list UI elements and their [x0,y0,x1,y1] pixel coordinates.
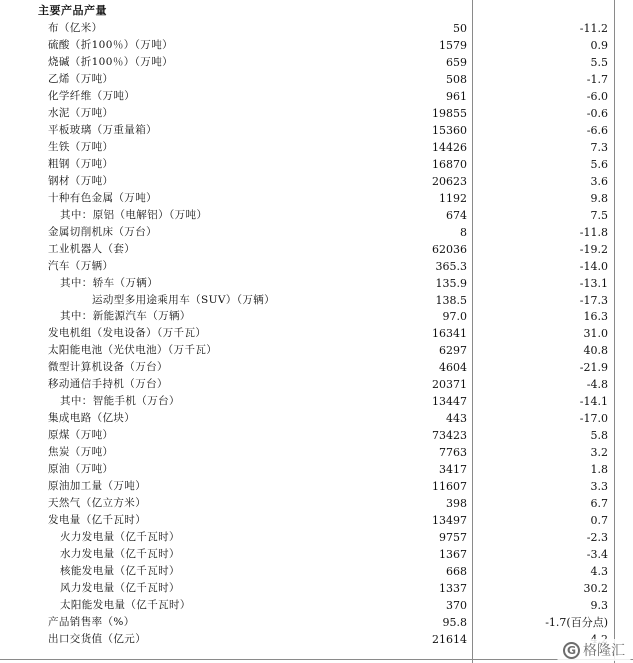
output-value: 50 [453,22,467,35]
growth-rate: 7.5 [590,208,608,222]
growth-rate: -11.2 [579,22,608,35]
output-value: 11607 [432,480,467,494]
product-name: 风力发电量（亿千瓦时） [60,582,180,594]
output-value: 398 [446,497,467,511]
watermark-text: 格隆汇 [583,643,625,659]
watermark [557,639,631,661]
product-name: 平板玻璃（万重量箱） [48,123,157,136]
growth-rate: -2.3 [586,531,608,545]
table-row [0,224,633,241]
output-value: 508 [446,72,467,86]
growth-rate: 0.9 [590,38,608,52]
growth-rate: -17.0 [579,412,608,426]
output-value: 13497 [432,514,467,528]
table-row [0,105,633,122]
growth-rate: -17.3 [579,293,608,307]
product-name: 焦炭（万吨） [48,446,114,459]
growth-rate: 1.8 [590,463,608,477]
growth-rate: 3.3 [590,480,608,494]
table-row [0,478,633,495]
product-name: 原煤（万吨） [48,429,114,442]
product-name: 原油加工量（万吨） [48,480,147,493]
table-bottom-border [0,659,633,660]
product-name: 出口交货值（亿元） [48,632,147,645]
product-name: 移动通信手持机（万台） [48,378,168,391]
watermark-logo-icon: G [563,642,580,659]
product-name: 微型计算机设备（万台） [48,361,168,374]
table-row [0,308,633,325]
growth-rate: 30.2 [583,582,608,595]
product-name: 其中：轿车（万辆） [60,276,159,289]
growth-rate: -14.1 [579,395,608,409]
product-name: 烧碱（折100％）（万吨） [48,55,173,68]
table-row [0,580,633,597]
growth-rate: -1.7 [586,72,608,86]
table-row [0,292,633,309]
table-row [0,631,633,648]
product-name: 发电机组（发电设备）（万千瓦） [48,327,207,340]
product-name: 产品销售率（%） [48,615,135,628]
table-row [0,207,633,224]
growth-rate: 7.3 [590,140,608,154]
product-name: 其中：智能手机（万台） [60,395,180,408]
table-row [0,20,633,37]
output-value: 73423 [432,429,467,443]
output-value: 14426 [432,140,467,154]
output-value: 9757 [439,531,467,545]
growth-rate: 5.5 [590,55,608,69]
growth-rate: -6.6 [586,123,608,137]
output-value: 20623 [432,174,467,188]
product-name: 火力发电量（亿千瓦时） [60,531,180,544]
table-row [0,325,633,342]
table-row [0,393,633,410]
product-name: 其中：原铝（电解铝）（万吨） [60,208,208,221]
table-row [0,156,633,173]
growth-rate: -0.6 [586,106,608,120]
growth-rate: 31.0 [583,327,608,341]
growth-rate: 0.7 [590,514,608,528]
table-row [0,122,633,139]
output-value: 19855 [432,106,467,120]
growth-rate: 3.6 [590,174,608,188]
table-row [0,597,633,614]
product-name: 水泥（万吨） [48,106,114,119]
output-value: 443 [446,412,467,426]
product-name: 钢材（万吨） [48,174,114,187]
growth-rate: -4.8 [586,378,608,392]
growth-rate: 3.2 [590,446,608,460]
product-name: 化学纤维（万吨） [48,89,136,102]
table-row [0,359,633,376]
product-name: 运动型多用途乘用车（SUV）（万辆） [92,293,276,306]
table-row [0,37,633,54]
output-value: 138.5 [435,293,467,307]
product-name: 布（亿米） [48,22,103,34]
table-row [0,241,633,258]
output-value: 1337 [439,582,467,595]
growth-rate: 6.7 [590,497,608,511]
output-value: 3417 [439,463,467,477]
growth-rate: 5.6 [590,157,608,171]
product-name: 集成电路（亿块） [48,412,136,425]
product-name: 汽车（万辆） [48,259,114,272]
product-name: 水力发电量（亿千瓦时） [60,548,180,561]
output-value: 21614 [432,632,467,646]
table-row [0,139,633,156]
output-value: 16341 [432,327,467,341]
product-name: 其中：新能源汽车（万辆） [60,310,191,323]
output-value: 668 [446,565,467,579]
product-name: 核能发电量（亿千瓦时） [60,565,180,578]
output-value: 365.3 [435,259,467,273]
table-row [0,190,633,207]
output-value: 6297 [439,344,467,358]
table-row [0,461,633,478]
output-value: 1367 [439,548,467,562]
output-value: 15360 [432,123,467,137]
product-name: 乙烯（万吨） [48,72,114,85]
product-name: 太阳能发电量（亿千瓦时） [60,598,191,611]
product-name: 金属切削机床（万台） [48,225,157,238]
table-row [0,427,633,444]
table-row [0,54,633,71]
growth-rate: 9.3 [590,598,608,612]
growth-rate: -19.2 [579,242,608,256]
growth-rate: 40.8 [583,344,608,358]
product-name: 太阳能电池（光伏电池）（万千瓦） [48,344,218,357]
product-name: 十种有色金属（万吨） [48,191,157,204]
output-value: 4604 [439,361,467,375]
growth-rate: -6.0 [586,89,608,103]
product-name: 工业机器人（套） [48,242,136,255]
output-value: 370 [446,598,467,612]
product-name: 粗钢（万吨） [48,157,114,170]
output-value: 62036 [432,242,467,256]
growth-rate: 4.3 [590,565,608,579]
product-name: 发电量（亿千瓦时） [48,514,147,527]
table-row [0,275,633,292]
table-row [0,512,633,529]
growth-rate: 16.3 [583,310,608,324]
output-value: 13447 [432,395,467,409]
output-value: 20371 [432,378,467,392]
output-value: 659 [446,55,467,69]
table-row [0,71,633,88]
output-value: 7763 [439,446,467,460]
growth-rate: -1.7(百分点) [545,615,608,629]
growth-rate: -14.0 [579,259,608,273]
table-row [0,258,633,275]
output-value: 674 [446,208,467,222]
output-value: 16870 [432,157,467,171]
table-row [0,546,633,563]
output-value: 97.0 [442,310,467,324]
product-name: 生铁（万吨） [48,140,114,153]
growth-rate: -13.1 [579,276,608,290]
growth-rate: 9.8 [590,191,608,205]
table-row [0,173,633,190]
table-row [0,410,633,427]
table-row [0,495,633,512]
table-row [0,88,633,105]
table-row [0,376,633,393]
table-row [0,342,633,359]
growth-rate: -21.9 [579,361,608,375]
output-value: 1579 [439,38,467,52]
product-name: 天然气（亿立方米） [48,497,147,510]
output-value: 8 [460,225,467,239]
growth-rate: -3.4 [586,548,608,562]
table-row [0,529,633,546]
table-row [0,563,633,580]
growth-rate: 5.8 [590,429,608,443]
growth-rate: -11.8 [579,225,608,239]
table-row [0,614,633,631]
table-row [0,444,633,461]
product-name: 硫酸（折100％）（万吨） [48,38,173,51]
section-title: 主要产品产量 [38,4,107,17]
output-value: 1192 [439,191,467,205]
output-value: 95.8 [442,615,467,629]
output-value: 961 [446,89,467,103]
product-name: 原油（万吨） [48,463,114,476]
output-value: 135.9 [435,276,467,290]
